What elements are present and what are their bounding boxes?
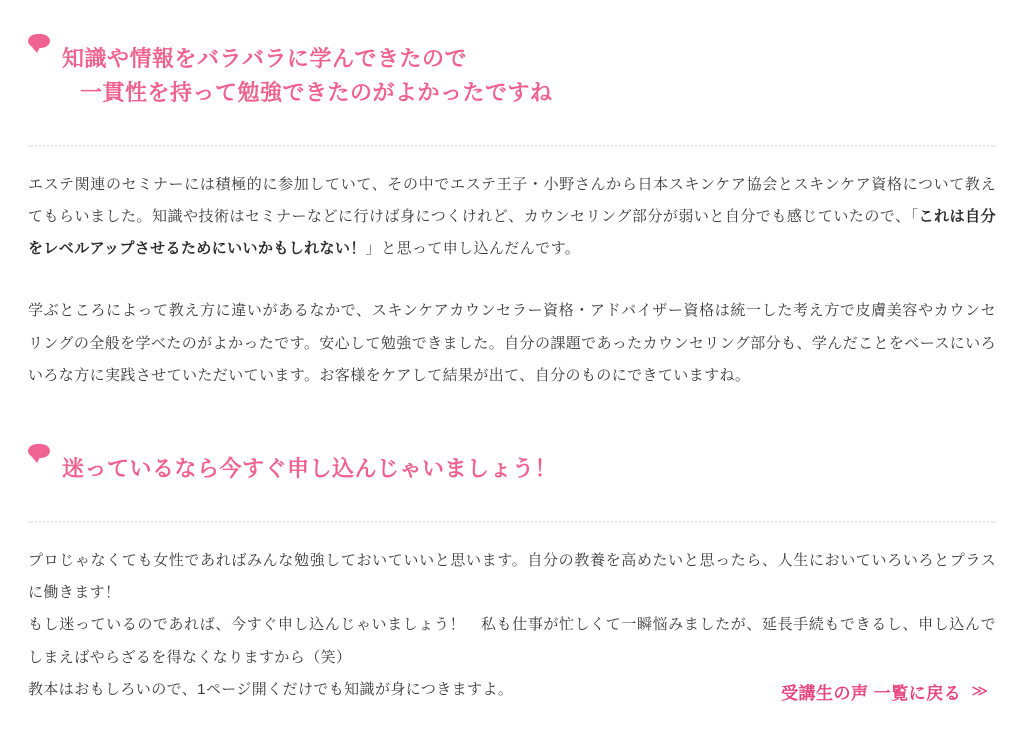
footer [781, 679, 988, 704]
paragraph [28, 609, 996, 674]
section-heading-2 [28, 434, 996, 511]
section-2 [28, 392, 996, 706]
paragraph-group-2 [28, 265, 996, 392]
paragraph-group-1 [28, 147, 996, 266]
section-heading-1-text [62, 42, 553, 110]
paragraph-text: 教本はおもしろいので、1ページ開くだけでも知識が身につきますよ。 [28, 680, 514, 698]
paragraph [28, 545, 996, 610]
speech-bubble-icon [28, 34, 50, 50]
paragraph [28, 169, 996, 266]
paragraph-emphasis: これは自分をレベルアップさせるためにいいかもしれない！ [28, 207, 996, 258]
paragraph [28, 295, 996, 392]
section-heading-1 [28, 24, 996, 135]
speech-bubble-icon [28, 444, 50, 460]
paragraph-text: 学ぶところによって教え方に違いがあるなかで、スキンケアカウンセラー資格・アドバイザー資格は統一した考え方で皮膚美容やカウンセリングの全般を学べたのがよかったです。安心して勉強できました。自分の課題であったカウンセリング部分も、学んだことをベースにいろいろな方に実践させていただいています。お客様をケアして結果が出て、自分のものにできていますね。 [28, 302, 996, 384]
back-to-list-link[interactable]: 受講生の声 一覧に戻る [781, 684, 962, 703]
paragraph-text: 」と思って申し込んだんです。 [365, 240, 581, 258]
paragraph-text: プロじゃなくても女性であればみんな勉強しておいていいと思います。自分の教養を高めたいと思ったら、人生においていろいろとプラスに働きます！ [28, 551, 996, 602]
chevron-up-icon[interactable]: ≫ [971, 682, 988, 700]
paragraph-text: エステ関連のセミナーには積極的に参加していて、その中でエステ王子・小野さんから日本スキンケア協会とスキンケア資格について教えてもらいました。知識や技術はセミナーなどに行けば身につくけれど、カウンセリング部分が弱いと自分でも感じていたので、「 [28, 175, 996, 225]
paragraph-text: もし迷っているのであれば、今すぐ申し込んじゃいましょう！ 私も仕事が忙しくて一瞬悩みましたが、延長手続もできるし、申し込んでしまえばやらざるを得なくなりますから（笑） [28, 616, 996, 666]
section-heading-1-line1: 知識や情報をバラバラに学んできたので [62, 46, 468, 72]
section-heading-2-text: 迷っているなら今すぐ申し込んじゃいましょう！ [62, 456, 558, 482]
section-heading-1-line2: 一貫性を持って勉強できたのがよかったですね [80, 80, 553, 106]
